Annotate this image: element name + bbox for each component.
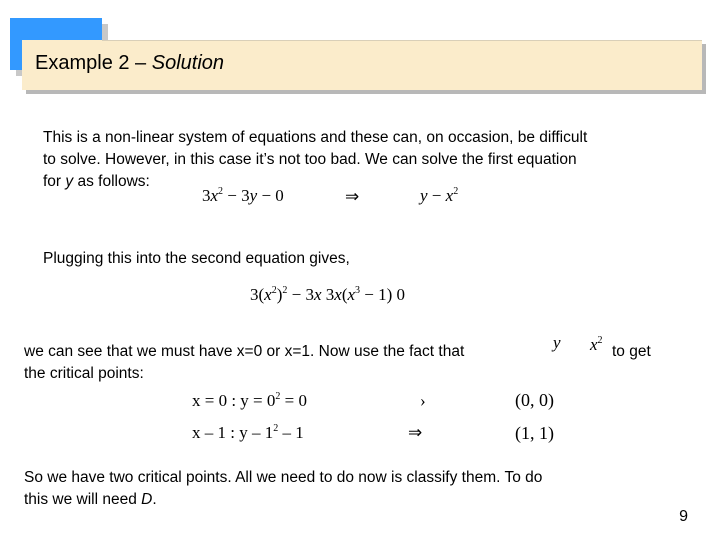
paragraph3-line2: the critical points: bbox=[24, 365, 144, 382]
paragraph3-to-get: to get bbox=[612, 343, 651, 360]
implies-arrow-3: ⇒ bbox=[408, 423, 423, 442]
paragraph1-line2: to solve. However, in this case it’s not too bad. We can solve the first equation bbox=[43, 151, 577, 168]
paragraph3-line1: we can see that we must have x=0 or x=1. Now use the fact that bbox=[24, 343, 465, 360]
implies-arrow-2: › bbox=[420, 391, 426, 410]
critical-point-2: (1, 1) bbox=[515, 423, 554, 443]
paragraph2: Plugging this into the second equation gives, bbox=[43, 250, 350, 267]
page-number: 9 bbox=[679, 508, 688, 525]
fact-y: y bbox=[553, 333, 561, 352]
slide-title: Example 2 – Solution bbox=[35, 52, 225, 74]
equation-substituted: $3(x^2)^2 - 3x$ $3x(x^3 - 1)$ 0 bbox=[250, 285, 406, 304]
equation-y-equals-x-squared: $y - x^2$ bbox=[420, 186, 459, 205]
fact-x-squared: $x^2$ bbox=[590, 335, 603, 354]
implies-arrow-1: ⇒ bbox=[345, 187, 360, 206]
paragraph4-line1: So we have two critical points. All we need to do now is classify them. To do bbox=[24, 469, 543, 486]
paragraph1-line1: This is a non-linear system of equations and these can, on occasion, be difficult bbox=[43, 129, 588, 146]
critical-point-row-1-equation: x = 0 : $y = 0^2 = 0$ bbox=[192, 391, 307, 410]
critical-point-row-2-equation: x – 1 : y – $1^2 - 1$ bbox=[192, 423, 304, 442]
equation-first-solved: $3x^2 - 3y - 0$ bbox=[202, 186, 284, 205]
title-rule bbox=[102, 40, 702, 41]
paragraph4-line2: this we will need D. bbox=[24, 491, 157, 508]
critical-point-1: (0, 0) bbox=[515, 390, 554, 410]
paragraph1-line3: for y as follows: bbox=[43, 173, 150, 190]
